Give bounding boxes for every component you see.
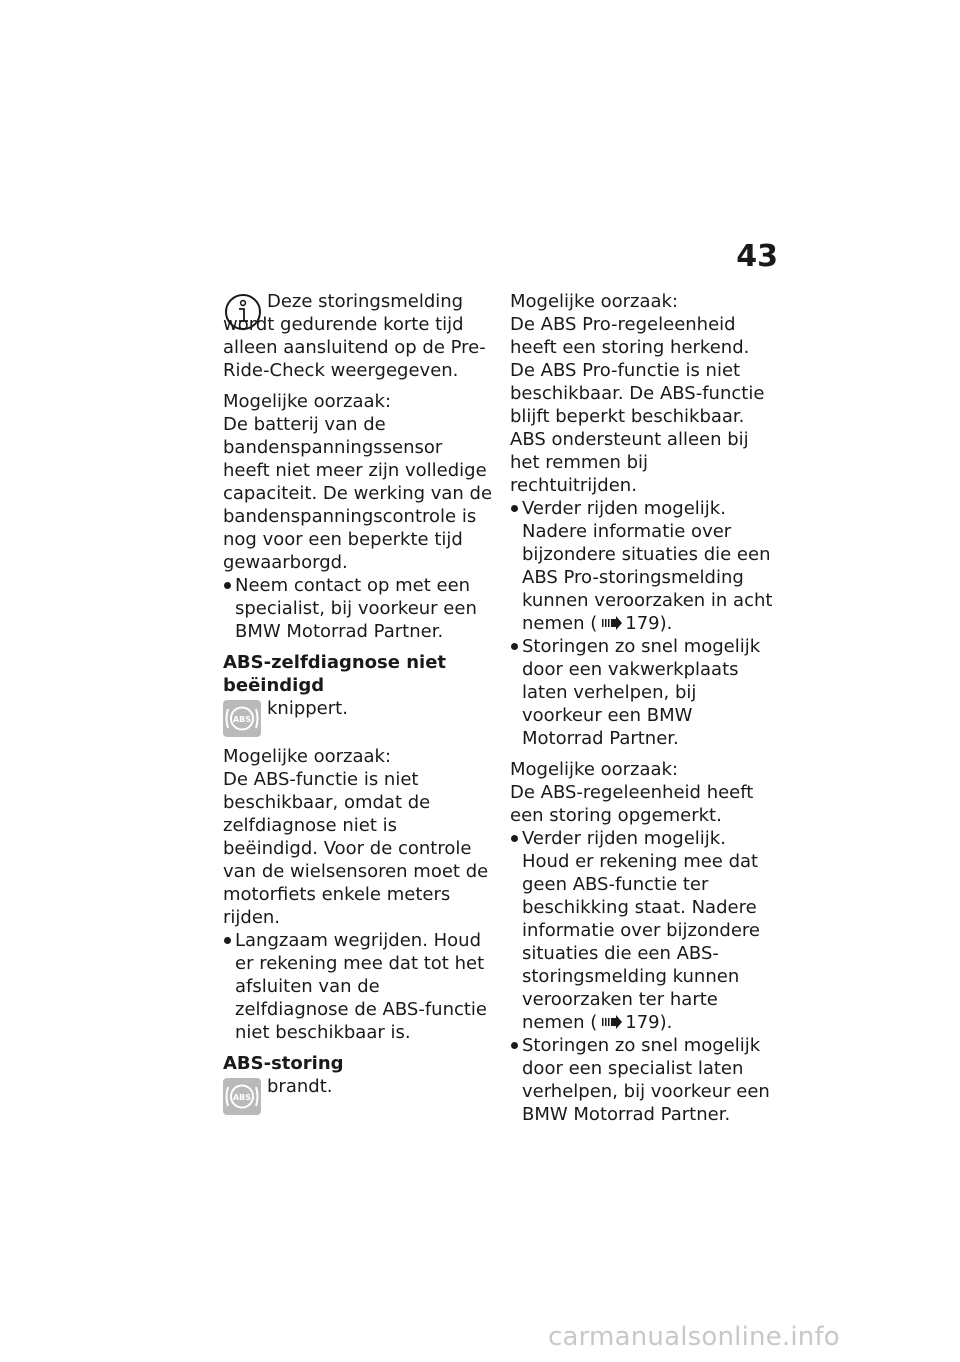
cause-label: Mogelijke oorzaak: — [510, 759, 679, 780]
bullet-list — [510, 827, 778, 1126]
abs-warning-lamp-icon — [223, 700, 261, 737]
page-reference-arrow-icon — [601, 613, 623, 627]
list-item: Langzaam wegrijden. Houd er rekening mee dat tot het afsluiten van de zelfdiagnose de ABS-functie niet beschikbaar is. — [223, 929, 493, 1044]
right-column — [510, 290, 778, 1134]
list-item: Verder rijden mogelijk. Nadere informatie over bijzondere situaties die een ABS Pro-storingsmelding kunnen veroorzaken in acht nemen ( 179). — [510, 497, 778, 635]
info-note — [223, 290, 493, 382]
cause-label: Mogelijke oorzaak: — [223, 746, 392, 767]
cause-label: Mogelijke oorzaak: — [510, 291, 679, 312]
watermark: carmanualsonline.info — [548, 1322, 840, 1352]
page-reference[interactable]: 179 — [625, 613, 660, 634]
page-reference[interactable]: 179 — [625, 1012, 660, 1033]
page-reference-arrow-icon — [601, 1012, 623, 1026]
cause-label: Mogelijke oorzaak: — [223, 391, 392, 412]
cause-text: De ABS-regeleenheid heeft een storing opgemerkt. — [510, 782, 754, 826]
info-note-text: Deze storingsmelding wordt gedurende korte tijd alleen aansluitend op de Pre-Ride-Check weergegeven. — [223, 291, 486, 381]
cause-text: De ABS-functie is niet beschikbaar, omdat de zelfdiagnose niet is beëindigd. Voor de controle van de wielsensoren moet de motorfiets enkele meters rijden. — [223, 769, 489, 928]
abs-lamp-label: ABS — [232, 1093, 252, 1102]
lamp-status-text: brandt. — [267, 1076, 333, 1097]
list-item: Verder rijden mogelijk. Houd er rekening mee dat geen ABS-functie ter beschikking staat. Nadere informatie over bijzondere situaties die een ABS-storingsmelding kunnen veroorzaken ter harte nemen ( 179). — [510, 827, 778, 1034]
list-item: Neem contact op met een specialist, bij voorkeur een BMW Motorrad Partner. — [223, 574, 493, 643]
cause-text: De ABS Pro-regeleenheid heeft een storing herkend. De ABS Pro-functie is niet beschikbaar. De ABS-functie blijft beperkt beschikbaar. ABS ondersteunt alleen bij het remmen bij rechtuitrijden. — [510, 314, 765, 496]
bullet-list — [223, 929, 493, 1044]
abs-lamp-label: ABS — [232, 715, 252, 724]
section-heading-abs-fault: ABS-storing — [223, 1053, 344, 1074]
cause-text: De batterij van de bandenspanningssensor heeft niet meer zijn volledige capaciteit. De werking van de bandenspanningscontrole is nog voor een beperkte tijd gewaarborgd. — [223, 414, 493, 573]
page-number: 43 — [736, 239, 778, 274]
left-column — [223, 290, 493, 1123]
list-item: Storingen zo snel mogelijk door een vakwerkplaats laten verhelpen, bij voorkeur een BMW Motorrad Partner. — [510, 635, 778, 750]
lamp-status-text: knippert. — [267, 698, 348, 719]
list-item: Storingen zo snel mogelijk door een specialist laten verhelpen, bij voorkeur een BMW Motorrad Partner. — [510, 1034, 778, 1126]
abs-warning-lamp-icon — [223, 1078, 261, 1115]
section-heading-abs-selfdiagnosis: ABS-zelfdiagnose niet beëindigd — [223, 652, 447, 696]
bullet-list — [510, 497, 778, 750]
bullet-list — [223, 574, 493, 643]
info-icon — [223, 292, 263, 332]
abs-lamp-row — [223, 1075, 493, 1115]
abs-lamp-row — [223, 697, 493, 737]
